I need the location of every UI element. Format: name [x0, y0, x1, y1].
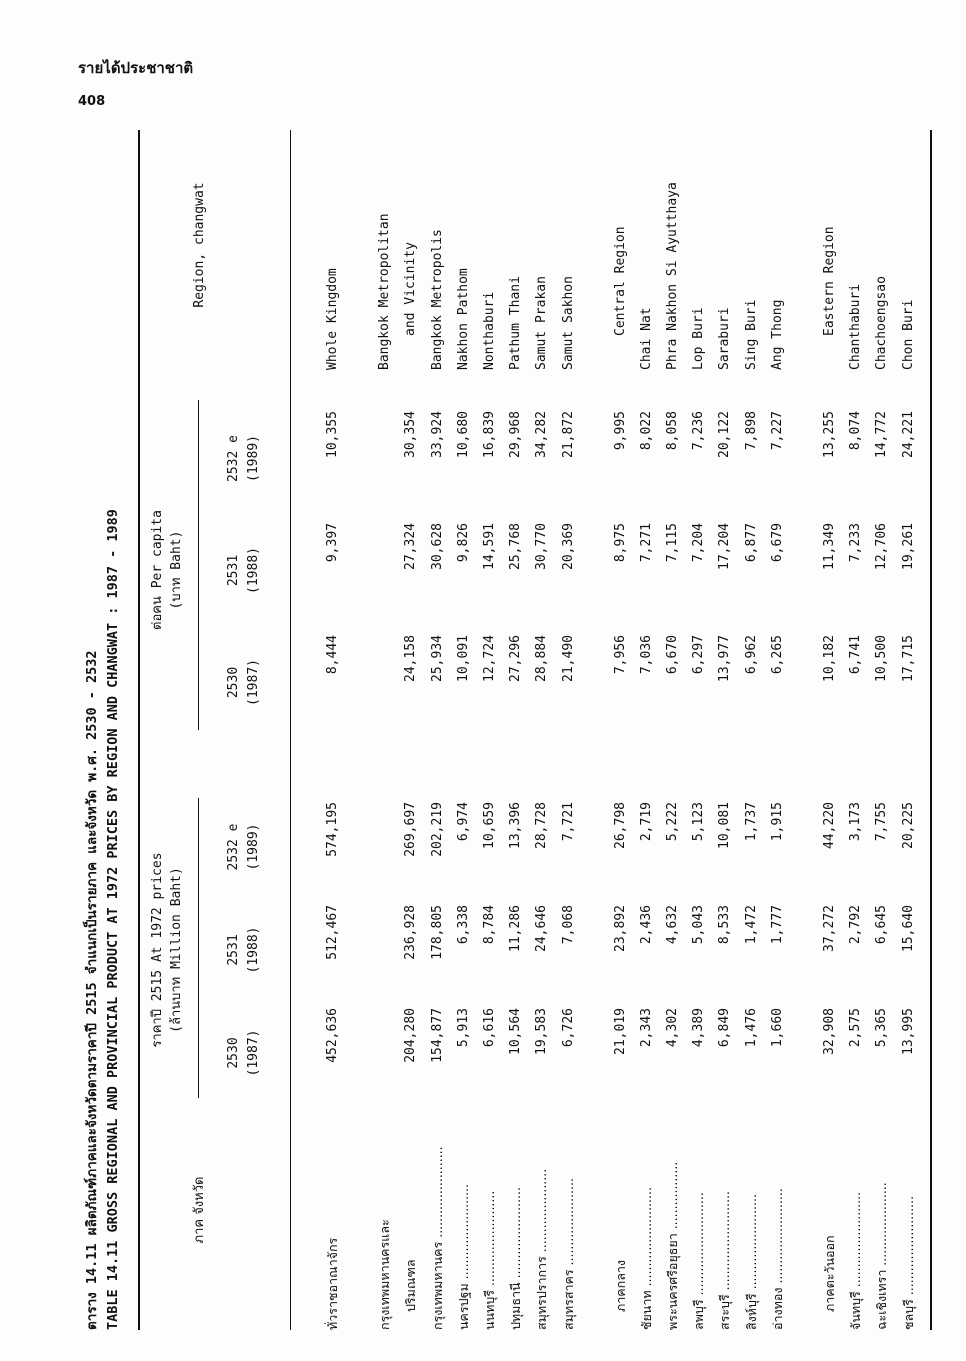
value-cell: 12,724 [481, 635, 497, 682]
table-row [320, 130, 346, 1330]
row-label-english: Chai Nat [638, 307, 654, 370]
head-year-ce-1: (1988) [246, 926, 261, 974]
value-cell: 7,115 [665, 523, 681, 563]
value-cell: 6,877 [743, 523, 759, 563]
value-cell: 269,697 [403, 802, 419, 857]
head-year-y-5: 2532 e [226, 435, 241, 482]
value-cell: 34,282 [534, 411, 550, 458]
table-row [765, 130, 791, 1330]
head-year-y-0: 2530 [226, 1037, 241, 1069]
value-cell: 13,396 [508, 802, 524, 849]
value-cell: 30,628 [429, 523, 445, 570]
value-cell: 178,805 [429, 905, 445, 960]
value-cell: 10,659 [481, 802, 497, 849]
value-cell: 14,591 [481, 523, 497, 570]
value-cell: 21,019 [612, 1008, 628, 1055]
row-spacer [582, 130, 608, 1330]
value-cell: 154,877 [429, 1008, 445, 1063]
head-year-ce-4: (1988) [246, 547, 261, 594]
value-cell: 11,286 [508, 905, 524, 952]
value-cell: 32,908 [822, 1008, 837, 1055]
table-body [320, 130, 922, 1330]
row-label-english: Chon Buri [900, 299, 916, 370]
head-year-y-4: 2531 [226, 554, 241, 587]
value-cell: 2,436 [638, 905, 654, 945]
row-label-thai: ปริมณฑล [403, 1259, 419, 1312]
value-cell: 10,500 [874, 635, 890, 682]
table-row [529, 130, 555, 1330]
value-cell: 8,022 [638, 411, 654, 451]
value-cell: 7,956 [612, 635, 628, 675]
value-cell: 17,204 [717, 523, 733, 570]
value-cell: 17,715 [900, 635, 916, 682]
value-cell: 25,934 [429, 635, 445, 682]
value-cell: 9,826 [455, 523, 471, 563]
head-pc-title: ต่อคน Per capita [150, 510, 165, 630]
table-row [398, 130, 424, 1330]
head-year-y-1: 2531 [226, 934, 241, 966]
value-cell: 16,839 [481, 411, 497, 458]
value-cell: 26,798 [612, 802, 628, 849]
page-number: 408 [78, 94, 106, 109]
row-label-thai: ทั่วราชอาณาจักร [325, 1237, 340, 1330]
value-cell: 4,389 [691, 1008, 707, 1048]
row-label-english: Saraburi [717, 307, 733, 370]
value-cell: 8,975 [612, 523, 628, 563]
row-label-thai: ภาคกลาง [612, 1260, 628, 1312]
head-pc-unit: (บาท Baht) [169, 530, 184, 610]
row-label-english: Lop Buri [691, 307, 707, 370]
head-gpp-rule [198, 798, 199, 1098]
page-header [78, 56, 193, 109]
value-cell: 33,924 [429, 411, 445, 458]
value-cell: 10,355 [325, 411, 340, 458]
row-spacer [791, 130, 817, 1330]
table-row [425, 130, 451, 1330]
value-cell: 25,768 [508, 523, 524, 570]
head-bottom-rule [290, 130, 291, 1330]
table-row [634, 130, 660, 1330]
value-cell: 6,645 [874, 905, 890, 945]
value-cell: 6,849 [717, 1008, 733, 1048]
table-row [686, 130, 712, 1330]
data-table [138, 130, 932, 1330]
table-row [712, 130, 738, 1330]
row-label-thai: ชลบุรี ......................... [900, 1195, 916, 1330]
row-label-english: Whole Kingdom [325, 268, 340, 370]
head-gpp-unit: (ล้านบาท Million Baht) [169, 867, 184, 1033]
value-cell: 9,995 [612, 411, 628, 451]
value-cell: 6,679 [769, 523, 785, 563]
row-label-thai: ฉะเชิงเทรา ..................... [874, 1182, 890, 1330]
table-row [896, 130, 922, 1330]
row-spacer [346, 130, 372, 1330]
table-row [556, 130, 582, 1330]
value-cell: 452,636 [325, 1008, 340, 1063]
value-cell: 236,928 [403, 905, 419, 960]
table-row [451, 130, 477, 1330]
table-row [608, 130, 634, 1330]
row-label-thai: สมุทรสาคร ...................... [560, 1178, 576, 1330]
row-label-thai: จันทบุรี ........................ [848, 1191, 864, 1330]
head-year-y-3: 2530 [226, 666, 241, 699]
table-row [477, 130, 503, 1330]
value-cell: 10,081 [717, 802, 733, 849]
value-cell: 9,397 [325, 523, 340, 563]
row-label-english: Chanthaburi [848, 283, 864, 370]
value-cell: 7,233 [848, 523, 864, 563]
value-cell: 202,219 [429, 802, 445, 857]
value-cell: 8,533 [717, 905, 733, 945]
table-row [503, 130, 529, 1330]
value-cell: 24,158 [403, 635, 419, 682]
value-cell: 30,770 [534, 523, 550, 570]
head-region-thai: ภาค จังหวัด [192, 1176, 207, 1244]
value-cell: 8,058 [665, 411, 681, 451]
table-row [372, 130, 398, 1330]
value-cell: 1,737 [743, 802, 759, 842]
value-cell: 27,324 [403, 523, 419, 570]
head-year-ce-0: (1987) [246, 1029, 261, 1077]
value-cell: 2,575 [848, 1008, 864, 1048]
row-label-thai: สิงห์บุรี ........................ [743, 1194, 759, 1330]
value-cell: 10,680 [455, 411, 471, 458]
head-gpp-title: ราคาปี 2515 At 1972 prices [150, 852, 165, 1048]
caption-english: TABLE 14.11 GROSS REGIONAL AND PROVINCIAL PRODUCT AT 1972 PRICES BY REGION AND CHANGWAT : 1987 - 1989 [105, 509, 121, 1330]
row-label-english: Nonthaburi [481, 291, 497, 370]
value-cell: 11,349 [822, 523, 837, 570]
value-cell: 19,583 [534, 1008, 550, 1055]
value-cell: 13,255 [822, 411, 837, 458]
value-cell: 1,660 [769, 1008, 785, 1048]
row-label-thai: พระนครศรีอยุธยา ................. [665, 1161, 681, 1330]
value-cell: 10,091 [455, 635, 471, 682]
value-cell: 5,365 [874, 1008, 890, 1048]
row-label-thai: นครปฐม ........................ [455, 1183, 471, 1330]
value-cell: 7,036 [638, 635, 654, 675]
row-label-thai: นนทบุรี ........................ [481, 1190, 497, 1330]
page-section-title: รายได้ประชาชาติ [78, 59, 194, 77]
value-cell: 12,706 [874, 523, 890, 570]
value-cell: 8,444 [325, 635, 340, 675]
row-label-english: Bangkok Metropolis [429, 229, 445, 370]
value-cell: 6,974 [455, 802, 471, 842]
value-cell: 1,915 [769, 802, 785, 842]
value-cell: 14,772 [874, 411, 890, 458]
table-row [817, 130, 843, 1330]
value-cell: 21,872 [560, 411, 576, 458]
row-label-thai: สมุทรปราการ ..................... [534, 1168, 550, 1330]
value-cell: 7,755 [874, 802, 890, 842]
row-label-thai: ภาคตะวันออก [822, 1235, 837, 1312]
row-label-thai: กรุงเทพมหานครและ [377, 1219, 393, 1330]
row-label-english: Nakhon Pathom [455, 268, 471, 370]
row-label-thai: ปทุมธานี ....................... [508, 1187, 524, 1330]
value-cell: 204,280 [403, 1008, 419, 1063]
value-cell: 6,338 [455, 905, 471, 945]
table-head [140, 130, 290, 1330]
row-label-english: Phra Nakhon Si Ayutthaya [665, 182, 681, 370]
value-cell: 7,721 [560, 802, 576, 842]
row-label-english: and Vicinity [403, 242, 419, 336]
value-cell: 2,343 [638, 1008, 654, 1048]
value-cell: 15,640 [900, 905, 916, 952]
value-cell: 20,122 [717, 411, 733, 458]
value-cell: 7,898 [743, 411, 759, 451]
value-cell: 6,670 [665, 635, 681, 675]
table-caption [82, 130, 124, 1330]
row-label-english: Bangkok Metropolitan [377, 213, 393, 370]
row-label-thai: สระบุรี ......................... [717, 1190, 733, 1330]
value-cell: 13,995 [900, 1008, 916, 1055]
value-cell: 13,977 [717, 635, 733, 682]
value-cell: 20,225 [900, 802, 916, 849]
value-cell: 27,296 [508, 635, 524, 682]
value-cell: 512,467 [325, 905, 340, 960]
value-cell: 1,472 [743, 905, 759, 945]
value-cell: 5,043 [691, 905, 707, 945]
value-cell: 4,302 [665, 1008, 681, 1048]
value-cell: 7,204 [691, 523, 707, 563]
value-cell: 6,726 [560, 1008, 576, 1048]
row-label-english: Ang Thong [769, 299, 785, 370]
value-cell: 574,195 [325, 802, 340, 857]
rotated-table-page [82, 130, 938, 1330]
row-label-thai: ลพบุรี .......................... [691, 1192, 707, 1330]
value-cell: 23,892 [612, 905, 628, 952]
table-row [843, 130, 869, 1330]
head-year-ce-5: (1989) [246, 435, 261, 482]
value-cell: 24,221 [900, 411, 916, 458]
row-label-english: Pathum Thani [508, 276, 524, 370]
value-cell: 7,068 [560, 905, 576, 945]
value-cell: 2,719 [638, 802, 654, 842]
value-cell: 2,792 [848, 905, 864, 945]
row-label-english: Samut Prakan [534, 276, 550, 370]
value-cell: 7,227 [769, 411, 785, 451]
value-cell: 6,297 [691, 635, 707, 675]
value-cell: 6,962 [743, 635, 759, 675]
value-cell: 28,884 [534, 635, 550, 682]
value-cell: 7,271 [638, 523, 654, 563]
value-cell: 19,261 [900, 523, 916, 570]
value-cell: 20,369 [560, 523, 576, 570]
value-cell: 44,220 [822, 802, 837, 849]
value-cell: 1,476 [743, 1008, 759, 1048]
value-cell: 24,646 [534, 905, 550, 952]
value-cell: 37,272 [822, 905, 837, 952]
value-cell: 3,173 [848, 802, 864, 842]
value-cell: 6,616 [481, 1008, 497, 1048]
table-row [739, 130, 765, 1330]
value-cell: 29,968 [508, 411, 524, 458]
row-label-english: Sing Buri [743, 299, 759, 370]
head-year-y-2: 2532 e [226, 823, 241, 871]
row-label-english: Central Region [612, 226, 628, 336]
head-year-ce-2: (1989) [246, 823, 261, 871]
caption-thai: ตาราง 14.11 ผลิตภัณฑ์ภาคและจังหวัดตามราคาปี 2515 จำแนกเป็นรายภาค และจังหวัด พ.ศ. 2530 - 2532 [84, 650, 100, 1330]
table-row [660, 130, 686, 1330]
value-cell: 28,728 [534, 802, 550, 849]
head-year-ce-3: (1987) [246, 659, 261, 706]
value-cell: 8,074 [848, 411, 864, 451]
row-label-thai: ชัยนาท ......................... [638, 1187, 654, 1330]
head-region-english: Region, changwat [192, 182, 207, 308]
value-cell: 5,913 [455, 1008, 471, 1048]
row-label-thai: อ่างทอง ........................ [769, 1188, 785, 1330]
value-cell: 6,265 [769, 635, 785, 675]
value-cell: 10,182 [822, 635, 837, 682]
value-cell: 5,222 [665, 802, 681, 842]
value-cell: 30,354 [403, 411, 419, 458]
value-cell: 5,123 [691, 802, 707, 842]
table-row [869, 130, 895, 1330]
value-cell: 10,564 [508, 1008, 524, 1055]
row-label-thai: กรุงเทพมหานคร ....................... [429, 1146, 445, 1330]
value-cell: 6,741 [848, 635, 864, 675]
row-label-english: Samut Sakhon [560, 276, 576, 370]
head-pc-rule [198, 400, 199, 730]
value-cell: 21,490 [560, 635, 576, 682]
row-label-english: Chachoengsao [874, 276, 890, 370]
row-label-english: Eastern Region [822, 226, 837, 336]
value-cell: 7,236 [691, 411, 707, 451]
value-cell: 4,632 [665, 905, 681, 945]
value-cell: 8,784 [481, 905, 497, 945]
value-cell: 1,777 [769, 905, 785, 945]
